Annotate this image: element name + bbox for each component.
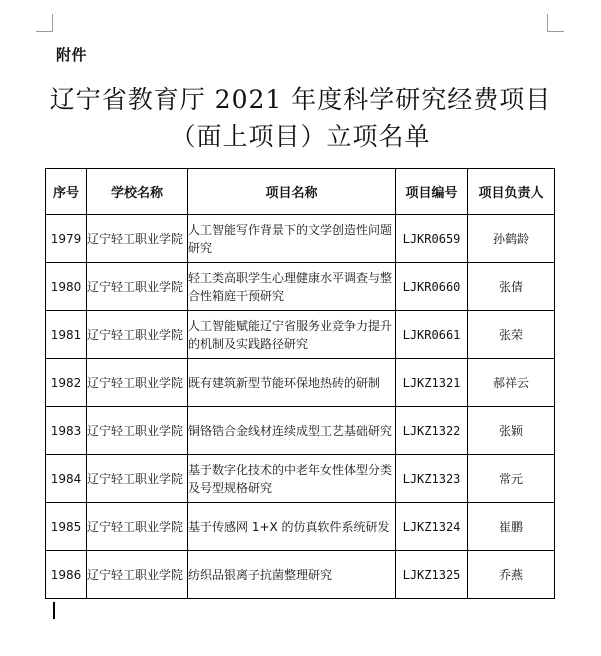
- project-name: 人工智能写作背景下的文学创造性问题研究: [188, 215, 396, 263]
- project-lead: 张荣: [468, 311, 555, 359]
- project-name: 基于传感网 1+X 的仿真软件系统研发: [188, 503, 396, 551]
- column-header-project-code: 项目编号: [396, 169, 468, 215]
- crop-mark-top-right: [547, 31, 564, 32]
- project-name: 铜铬锆合金线材连续成型工艺基础研究: [188, 407, 396, 455]
- school-name: 辽宁轻工职业学院: [87, 407, 188, 455]
- project-lead: 乔燕: [468, 551, 555, 599]
- project-list-table: [45, 168, 555, 599]
- column-header-project-lead: 项目负责人: [468, 169, 555, 215]
- project-name: 轻工类高职学生心理健康水平调查与整合性箱庭干预研究: [188, 263, 396, 311]
- table-row: [46, 359, 555, 407]
- table-row: [46, 551, 555, 599]
- project-code: LJKZ1324: [396, 503, 468, 551]
- project-name: 基于数字化技术的中老年女性体型分类及号型规格研究: [188, 455, 396, 503]
- crop-mark-top-right: [547, 14, 548, 32]
- project-code: LJKR0661: [396, 311, 468, 359]
- project-name: 人工智能赋能辽宁省服务业竞争力提升的机制及实践路径研究: [188, 311, 396, 359]
- project-code: LJKZ1325: [396, 551, 468, 599]
- column-header-no: 序号: [46, 169, 87, 215]
- document-title-line-1: 辽宁省教育厅 2021 年度科学研究经费项目: [49, 85, 552, 114]
- column-header-project-name: 项目名称: [188, 169, 396, 215]
- project-lead: 张倩: [468, 263, 555, 311]
- school-name: 辽宁轻工职业学院: [87, 359, 188, 407]
- project-lead: 郝祥云: [468, 359, 555, 407]
- crop-mark-top-left: [36, 31, 53, 32]
- project-lead: 张颖: [468, 407, 555, 455]
- project-code: LJKR0659: [396, 215, 468, 263]
- project-code: LJKZ1323: [396, 455, 468, 503]
- row-number: 1979: [46, 215, 87, 263]
- row-number: 1985: [46, 503, 87, 551]
- school-name: 辽宁轻工职业学院: [87, 503, 188, 551]
- school-name: 辽宁轻工职业学院: [87, 263, 188, 311]
- school-name: 辽宁轻工职业学院: [87, 215, 188, 263]
- table-row: [46, 311, 555, 359]
- table-row: [46, 455, 555, 503]
- project-lead: 孙鹤龄: [468, 215, 555, 263]
- document-title-line-2: （面上项目）立项名单: [170, 122, 431, 151]
- project-lead: 崔鹏: [468, 503, 555, 551]
- school-name: 辽宁轻工职业学院: [87, 455, 188, 503]
- row-number: 1982: [46, 359, 87, 407]
- row-number: 1986: [46, 551, 87, 599]
- table-row: [46, 215, 555, 263]
- text-cursor[interactable]: [53, 602, 55, 619]
- project-code: LJKR0660: [396, 263, 468, 311]
- project-name: 既有建筑新型节能环保地热砖的研制: [188, 359, 396, 407]
- row-number: 1980: [46, 263, 87, 311]
- row-number: 1981: [46, 311, 87, 359]
- project-lead: 常元: [468, 455, 555, 503]
- crop-mark-top-left: [52, 14, 53, 32]
- table-row: [46, 407, 555, 455]
- table-header-row: [46, 169, 555, 215]
- project-code: LJKZ1322: [396, 407, 468, 455]
- school-name: 辽宁轻工职业学院: [87, 551, 188, 599]
- project-code: LJKZ1321: [396, 359, 468, 407]
- table-row: [46, 503, 555, 551]
- column-header-school: 学校名称: [87, 169, 188, 215]
- table-row: [46, 263, 555, 311]
- school-name: 辽宁轻工职业学院: [87, 311, 188, 359]
- project-name: 纺织品银离子抗菌整理研究: [188, 551, 396, 599]
- attachment-label: 附件: [56, 46, 88, 64]
- row-number: 1983: [46, 407, 87, 455]
- row-number: 1984: [46, 455, 87, 503]
